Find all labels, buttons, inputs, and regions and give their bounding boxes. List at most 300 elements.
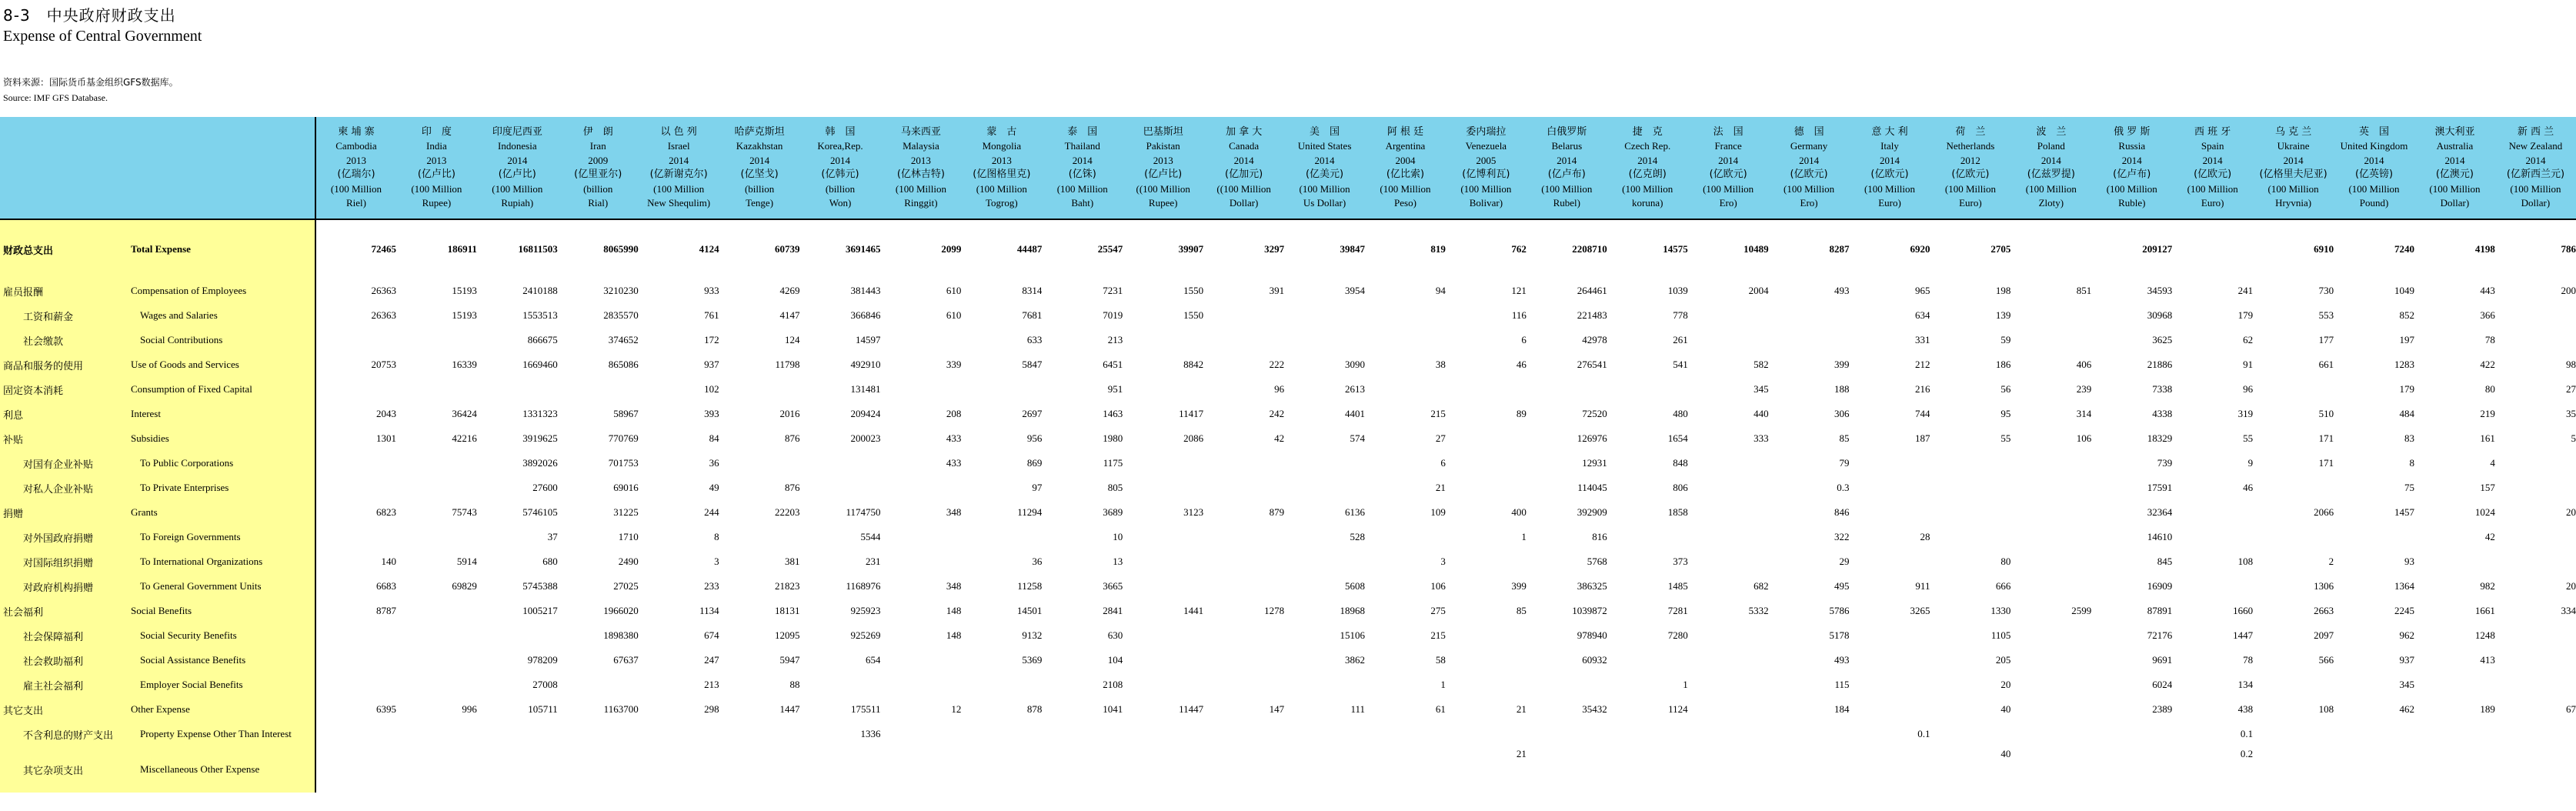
table-cell bbox=[1850, 697, 1930, 722]
table-cell: 399 bbox=[1511, 580, 1527, 592]
table-cell: 83 bbox=[2404, 432, 2414, 444]
table-cell: 26363 bbox=[371, 309, 396, 321]
table-cell: 40 bbox=[2000, 748, 2011, 759]
table-cell: 215 bbox=[1430, 629, 1446, 641]
table-cell bbox=[558, 377, 639, 402]
column-header-new-zealand bbox=[2495, 117, 2576, 219]
table-cell bbox=[880, 328, 961, 352]
table-cell: 189 bbox=[2480, 703, 2495, 715]
table-cell: 8314 bbox=[1022, 285, 1043, 296]
table-cell: 18329 bbox=[2147, 432, 2173, 444]
table-cell: 13 bbox=[1113, 556, 1123, 567]
table-cell: 1660 bbox=[2233, 605, 2254, 616]
header-year: 2014 bbox=[1799, 154, 1820, 166]
table-cell: 633 bbox=[1026, 334, 1043, 345]
header-unit-en1: (100 Million bbox=[2187, 182, 2238, 195]
header-cn: 捷 克 bbox=[1632, 125, 1663, 138]
table-cell: 392909 bbox=[1577, 506, 1607, 518]
table-cell: 1485 bbox=[1667, 580, 1688, 592]
column-header-iran bbox=[558, 117, 639, 219]
table-cell bbox=[1769, 746, 1850, 793]
table-cell: 1364 bbox=[2394, 580, 2414, 592]
table-cell: 925269 bbox=[850, 629, 881, 641]
table-cell: 2 bbox=[2328, 556, 2334, 567]
table-cell: 9 bbox=[2247, 457, 2254, 469]
table-row bbox=[0, 402, 2576, 426]
table-cell bbox=[2010, 476, 2091, 500]
table-cell: 869 bbox=[1026, 457, 1043, 469]
table-cell: 1710 bbox=[618, 531, 639, 542]
table-cell: 0.2 bbox=[2240, 748, 2254, 759]
row-label-cell bbox=[0, 328, 315, 352]
table-cell: 7338 bbox=[2152, 383, 2173, 395]
header-unit-cn: (亿铢) bbox=[1068, 169, 1096, 180]
header-unit-en1: (100 Million bbox=[1703, 182, 1754, 195]
table-cell: 213 bbox=[704, 679, 719, 690]
table-cell: 261 bbox=[1673, 334, 1688, 345]
table-cell: 819 bbox=[1430, 243, 1446, 255]
column-header-russia bbox=[2091, 117, 2172, 219]
table-cell: 171 bbox=[2318, 457, 2334, 469]
table-cell: 3090 bbox=[1345, 359, 1365, 370]
row-label-cell bbox=[0, 303, 315, 328]
table-cell: 1441 bbox=[1183, 605, 1204, 616]
header-en: Spain bbox=[2201, 140, 2224, 152]
table-cell bbox=[880, 722, 961, 746]
table-cell: 0.3 bbox=[1837, 482, 1850, 493]
row-label-cell bbox=[0, 377, 315, 402]
table-cell: 314 bbox=[2076, 408, 2092, 419]
header-year: 2013 bbox=[345, 154, 366, 166]
table-cell: 744 bbox=[1914, 408, 1930, 419]
header-year: 2014 bbox=[2202, 154, 2223, 166]
header-cn: 意 大 利 bbox=[1871, 125, 1908, 138]
table-cell: 22203 bbox=[775, 506, 800, 518]
table-cell: 186 bbox=[1995, 359, 2011, 370]
header-year: 2014 bbox=[669, 154, 689, 166]
table-cell: 433 bbox=[946, 432, 962, 444]
column-header-united-kingdom bbox=[2334, 117, 2414, 219]
table-cell: 1 bbox=[1521, 531, 1527, 542]
table-cell bbox=[1688, 697, 1769, 722]
table-cell: 42 bbox=[2484, 531, 2495, 542]
table-cell: 366846 bbox=[850, 309, 881, 321]
table-cell: 739 bbox=[2157, 457, 2173, 469]
header-unit-en1: (100 Million bbox=[1299, 182, 1350, 195]
table-cell: 865086 bbox=[608, 359, 639, 370]
header-en: Venezuela bbox=[1465, 140, 1507, 152]
header-cn: 德 国 bbox=[1794, 125, 1824, 138]
table-cell bbox=[396, 648, 477, 672]
header-en: Italy bbox=[1880, 140, 1899, 152]
header-unit-cn: (亿卢布) bbox=[2113, 169, 2151, 180]
table-cell: 21886 bbox=[2147, 359, 2173, 370]
table-cell bbox=[961, 525, 1042, 549]
row-label-cn: 社会保障福利 bbox=[23, 631, 84, 643]
table-cell: 25547 bbox=[1097, 243, 1123, 255]
table-cell: 139 bbox=[1995, 309, 2011, 321]
table-cell bbox=[1850, 476, 1930, 500]
table-cell bbox=[880, 648, 961, 672]
table-cell: 20 bbox=[2000, 679, 2011, 690]
table-cell: 493 bbox=[1834, 654, 1850, 666]
table-cell bbox=[558, 672, 639, 697]
column-header-pakistan bbox=[1123, 117, 1203, 219]
table-cell bbox=[2010, 525, 2091, 549]
header-unit-en1: (100 Million bbox=[1460, 182, 1512, 195]
header-en: Belarus bbox=[1551, 140, 1583, 152]
table-cell: 2043 bbox=[375, 408, 396, 419]
table-cell: 17591 bbox=[2147, 482, 2173, 493]
table-cell: 331 bbox=[1914, 334, 1930, 345]
table-cell: 334 bbox=[2561, 605, 2576, 616]
table-cell: 1105 bbox=[1990, 629, 2011, 641]
header-en: Czech Rep. bbox=[1624, 140, 1671, 152]
table-cell: 109 bbox=[1430, 506, 1446, 518]
table-cell bbox=[1203, 476, 1284, 500]
header-year: 2013 bbox=[426, 154, 447, 166]
table-cell: 72176 bbox=[2147, 629, 2173, 641]
table-cell: 7240 bbox=[2394, 243, 2414, 255]
table-cell: 29 bbox=[1839, 556, 1850, 567]
table-cell bbox=[719, 746, 800, 793]
row-label-en: To Private Enterprises bbox=[140, 482, 229, 493]
table-cell: 1248 bbox=[2474, 629, 2495, 641]
header-unit-en2: Dollar) bbox=[1229, 197, 1259, 209]
header-unit-en2: Won) bbox=[829, 197, 852, 209]
header-year: 2014 bbox=[830, 154, 850, 166]
table-row bbox=[0, 303, 2576, 328]
header-cn: 澳大利亚 bbox=[2434, 125, 2475, 138]
header-unit-en1: (billion bbox=[744, 182, 775, 195]
table-cell: 104 bbox=[1107, 654, 1123, 666]
table-cell bbox=[315, 623, 396, 648]
table-cell: 27008 bbox=[532, 679, 558, 690]
header-unit-cn: (亿林吉特) bbox=[896, 169, 945, 180]
table-cell: 10 bbox=[1113, 531, 1123, 542]
table-cell: 91 bbox=[2243, 359, 2254, 370]
table-cell: 67637 bbox=[613, 654, 639, 666]
header-en: New Zealand bbox=[2508, 140, 2563, 152]
table-cell: 1457 bbox=[2394, 506, 2414, 518]
table-cell: 339 bbox=[946, 359, 962, 370]
header-year: 2013 bbox=[910, 154, 931, 166]
table-cell: 85 bbox=[1516, 605, 1527, 616]
table-cell: 39847 bbox=[1340, 243, 1365, 255]
table-cell bbox=[1688, 303, 1769, 328]
header-unit-en2: New Shequlim) bbox=[647, 197, 711, 209]
header-unit-en1: (100 Million bbox=[653, 182, 705, 195]
table-cell: 348 bbox=[946, 506, 962, 518]
header-row bbox=[0, 117, 2576, 219]
table-cell: 373 bbox=[1673, 556, 1688, 567]
table-cell: 7019 bbox=[1103, 309, 1123, 321]
table-cell: 1163700 bbox=[603, 703, 639, 715]
table-cell: 422 bbox=[2480, 359, 2495, 370]
table-cell: 27 bbox=[1435, 432, 1446, 444]
table-cell bbox=[1527, 722, 1607, 746]
row-label-cn: 不含利息的财产支出 bbox=[23, 729, 114, 742]
header-cn: 波 兰 bbox=[2036, 125, 2067, 138]
table-row bbox=[0, 599, 2576, 623]
table-cell bbox=[1365, 746, 1446, 793]
table-cell: 2490 bbox=[618, 556, 639, 567]
header-unit-en2: Rial) bbox=[588, 197, 609, 209]
table-cell: 60932 bbox=[1582, 654, 1607, 666]
table-cell: 42 bbox=[1274, 432, 1285, 444]
row-label-cell bbox=[0, 672, 315, 697]
table-cell: 1 bbox=[1683, 679, 1688, 690]
header-cn: 法 国 bbox=[1713, 125, 1743, 138]
table-cell: 9691 bbox=[2152, 654, 2173, 666]
header-unit-cn: (亿格里夫尼亚) bbox=[2259, 169, 2327, 180]
table-cell bbox=[315, 476, 396, 500]
table-cell bbox=[1607, 525, 1688, 549]
table-cell: 20753 bbox=[371, 359, 396, 370]
table-cell bbox=[2495, 648, 2576, 672]
table-cell: 208 bbox=[946, 408, 962, 419]
table-cell bbox=[2253, 377, 2334, 402]
row-label-cell bbox=[0, 697, 315, 722]
table-cell: 348 bbox=[946, 580, 962, 592]
table-cell: 6920 bbox=[1910, 243, 1930, 255]
table-cell bbox=[2010, 219, 2091, 279]
table-cell: 5914 bbox=[456, 556, 477, 567]
header-unit-en1: (100 Million bbox=[2510, 182, 2561, 195]
header-unit-cn: (亿里亚尔) bbox=[574, 169, 622, 180]
table-cell: 96 bbox=[2243, 383, 2254, 395]
table-cell: 1331323 bbox=[522, 408, 558, 419]
table-cell: 8 bbox=[714, 531, 719, 542]
table-cell bbox=[315, 525, 396, 549]
table-cell: 187 bbox=[1914, 432, 1930, 444]
table-cell: 148 bbox=[946, 605, 962, 616]
table-cell: 14575 bbox=[1663, 243, 1688, 255]
table-cell: 1966020 bbox=[603, 605, 639, 616]
header-unit-cn: (亿图格里克) bbox=[973, 169, 1031, 180]
table-cell: 2663 bbox=[2314, 605, 2334, 616]
table-cell: 400 bbox=[1511, 506, 1527, 518]
table-cell bbox=[1284, 746, 1365, 793]
table-cell: 978940 bbox=[1577, 629, 1607, 641]
table-cell: 5332 bbox=[1748, 605, 1769, 616]
header-cn: 伊 朗 bbox=[582, 125, 613, 138]
table-cell bbox=[1527, 746, 1607, 793]
row-label-en: Social Security Benefits bbox=[140, 629, 237, 641]
source-note-cn: 资料来源：国际货币基金组织GFS数据库。 bbox=[3, 77, 179, 88]
header-unit-cn: (亿卢布) bbox=[1547, 169, 1586, 180]
source-note-en: Source: IMF GFS Database. bbox=[3, 92, 108, 103]
table-cell bbox=[1930, 525, 2010, 549]
table-cell: 78 bbox=[2243, 654, 2254, 666]
table-cell: 866675 bbox=[527, 334, 558, 345]
table-cell: 925923 bbox=[850, 605, 881, 616]
table-cell bbox=[315, 377, 396, 402]
header-en: France bbox=[1714, 140, 1742, 152]
header-en: Germany bbox=[1790, 140, 1828, 152]
table-row bbox=[0, 623, 2576, 648]
table-cell: 816 bbox=[1592, 531, 1607, 542]
table-cell: 566 bbox=[2318, 654, 2334, 666]
header-unit-en2: Ero) bbox=[1800, 197, 1818, 209]
header-unit-cn: (亿瑞尔) bbox=[337, 169, 375, 180]
header-unit-cn: (亿澳元) bbox=[2435, 169, 2474, 180]
table-cell: 6451 bbox=[1103, 359, 1123, 370]
table-cell: 965 bbox=[1914, 285, 1930, 296]
table-cell: 58 bbox=[1435, 654, 1446, 666]
row-label-cn: 对国际组织捐赠 bbox=[23, 557, 94, 569]
table-cell bbox=[961, 722, 1042, 746]
table-cell: 241 bbox=[2237, 285, 2254, 296]
table-cell: 6910 bbox=[2314, 243, 2334, 255]
header-year: 2014 bbox=[2444, 154, 2465, 166]
row-label-cell bbox=[0, 525, 315, 549]
table-cell: 5178 bbox=[1829, 629, 1850, 641]
header-en: Russia bbox=[2118, 140, 2146, 152]
table-cell bbox=[2253, 746, 2334, 793]
table-cell: 56 bbox=[2000, 383, 2011, 395]
table-cell bbox=[396, 672, 477, 697]
header-year: 2014 bbox=[1314, 154, 1335, 166]
table-cell: 5768 bbox=[1587, 556, 1607, 567]
table-cell: 1174750 bbox=[846, 506, 881, 518]
table-cell bbox=[1203, 574, 1284, 599]
table-cell bbox=[2172, 219, 2253, 279]
table-cell: 98 bbox=[2566, 359, 2576, 370]
table-cell: 12 bbox=[951, 703, 962, 715]
column-header-germany bbox=[1769, 117, 1850, 219]
row-label-cell bbox=[0, 722, 315, 746]
table-row bbox=[0, 476, 2576, 500]
table-cell bbox=[2334, 746, 2414, 793]
table-cell bbox=[961, 672, 1042, 697]
table-cell: 42978 bbox=[1582, 334, 1607, 345]
header-unit-cn: (亿卢比) bbox=[498, 169, 536, 180]
table-cell: 60739 bbox=[775, 243, 800, 255]
header-year: 2014 bbox=[2040, 154, 2061, 166]
table-cell: 374652 bbox=[608, 334, 639, 345]
table-cell: 933 bbox=[704, 285, 719, 296]
table-cell: 8 bbox=[2409, 457, 2414, 469]
header-unit-en2: Dollar) bbox=[2440, 197, 2470, 209]
table-cell: 2004 bbox=[1748, 285, 1769, 296]
table-cell bbox=[1607, 722, 1688, 746]
row-label-cn: 补贴 bbox=[3, 434, 24, 446]
table-cell: 49 bbox=[709, 482, 719, 493]
table-cell: 674 bbox=[704, 629, 719, 641]
table-cell bbox=[1446, 451, 1527, 476]
row-label-cell bbox=[0, 279, 315, 303]
table-cell: 7231 bbox=[1103, 285, 1123, 296]
table-cell bbox=[2010, 746, 2091, 793]
table-cell bbox=[1850, 648, 1930, 672]
table-cell: 5847 bbox=[1022, 359, 1043, 370]
table-cell: 179 bbox=[2399, 383, 2414, 395]
header-cn: 乌 克 兰 bbox=[2274, 125, 2312, 138]
table-cell bbox=[1123, 648, 1203, 672]
table-cell bbox=[1688, 746, 1769, 793]
table-cell: 79 bbox=[1839, 457, 1850, 469]
table-cell bbox=[315, 328, 396, 352]
table-cell bbox=[2414, 722, 2495, 746]
table-cell bbox=[1688, 525, 1769, 549]
table-cell: 93 bbox=[2404, 556, 2414, 567]
table-cell: 75743 bbox=[452, 506, 477, 518]
row-label-cell bbox=[0, 623, 315, 648]
column-header-united-states bbox=[1284, 117, 1365, 219]
table-cell bbox=[2091, 722, 2172, 746]
table-cell: 247 bbox=[704, 654, 719, 666]
table-cell: 399 bbox=[1834, 359, 1850, 370]
table-cell: 1024 bbox=[2474, 506, 2495, 518]
row-label-cell bbox=[0, 476, 315, 500]
table-cell bbox=[396, 328, 477, 352]
table-cell: 951 bbox=[1107, 383, 1123, 395]
header-unit-cn: (亿新谢克尔) bbox=[649, 169, 708, 180]
header-year: 2009 bbox=[588, 154, 609, 166]
table-cell: 108 bbox=[2237, 556, 2254, 567]
table-cell bbox=[1607, 377, 1688, 402]
table-cell: 4269 bbox=[779, 285, 800, 296]
header-unit-en1: (billion bbox=[583, 182, 613, 195]
column-header-belarus bbox=[1527, 117, 1607, 219]
table-cell: 1168976 bbox=[846, 580, 881, 592]
table-cell bbox=[1123, 451, 1203, 476]
table-cell bbox=[1850, 746, 1930, 793]
row-label-cn: 社会缴款 bbox=[23, 335, 64, 348]
table-cell: 209127 bbox=[2142, 243, 2173, 255]
table-cell bbox=[1446, 722, 1527, 746]
table-cell: 3689 bbox=[1103, 506, 1123, 518]
row-label-cell bbox=[0, 549, 315, 574]
table-cell: 61 bbox=[1435, 703, 1446, 715]
table-cell: 14501 bbox=[1016, 605, 1043, 616]
table-row bbox=[0, 549, 2576, 574]
table-cell bbox=[1284, 722, 1365, 746]
table-cell: 978209 bbox=[527, 654, 558, 666]
table-cell: 134 bbox=[2237, 679, 2254, 690]
table-cell bbox=[2495, 303, 2576, 328]
table-cell: 95 bbox=[2000, 408, 2011, 419]
table-cell bbox=[1284, 303, 1365, 328]
table-cell: 1134 bbox=[699, 605, 719, 616]
row-label-cn: 财政总支出 bbox=[3, 245, 54, 257]
table-cell: 18131 bbox=[775, 605, 800, 616]
table-cell: 8842 bbox=[1183, 359, 1204, 370]
table-cell bbox=[1123, 377, 1203, 402]
header-year: 2014 bbox=[2525, 154, 2546, 166]
table-cell: 131481 bbox=[850, 383, 881, 395]
column-header-india bbox=[396, 117, 477, 219]
table-cell: 35432 bbox=[1582, 703, 1607, 715]
table-cell: 5369 bbox=[1022, 654, 1043, 666]
row-label-cell bbox=[0, 648, 315, 672]
header-unit-cn: (亿加元) bbox=[1225, 169, 1263, 180]
header-unit-en2: Rubel) bbox=[1553, 197, 1580, 209]
table-cell bbox=[1446, 672, 1527, 697]
header-year: 2013 bbox=[1153, 154, 1173, 166]
header-unit-en1: (100 Million bbox=[2025, 182, 2077, 195]
table-cell bbox=[1203, 303, 1284, 328]
header-en: Ukraine bbox=[2277, 140, 2310, 152]
table-cell: 786 bbox=[2561, 243, 2576, 255]
table-cell: 11417 bbox=[1179, 408, 1204, 419]
header-cn: 泰 国 bbox=[1067, 125, 1098, 138]
table-cell: 94 bbox=[1435, 285, 1446, 296]
table-cell: 306 bbox=[1834, 408, 1850, 419]
table-cell: 116 bbox=[1511, 309, 1527, 321]
table-cell: 212 bbox=[1914, 359, 1930, 370]
